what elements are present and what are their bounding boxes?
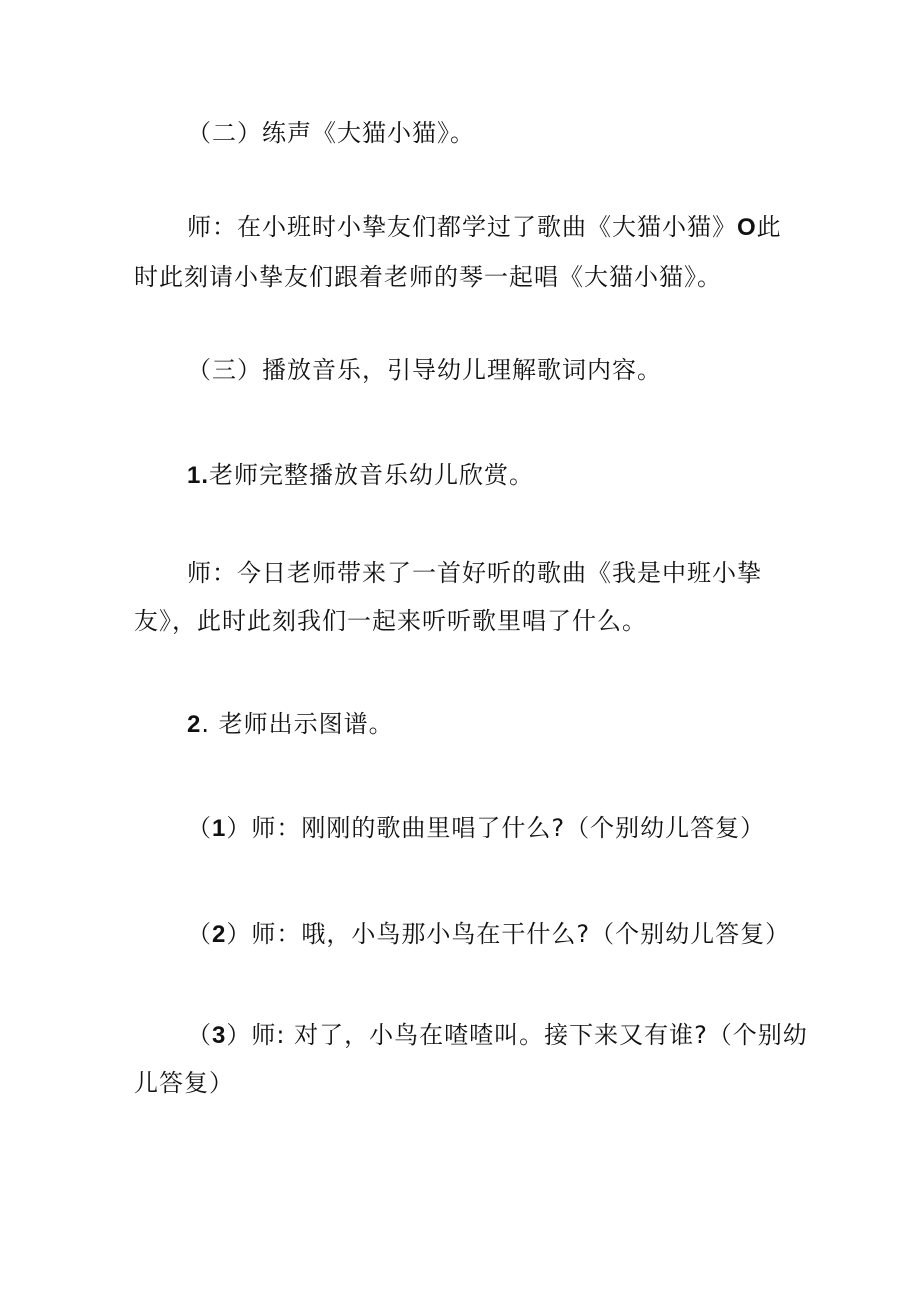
line-text: ）师：哦，小鸟那小鸟在干什么?（个别幼儿答复） — [226, 920, 791, 948]
paragraph-line — [134, 1068, 234, 1098]
sub-item-3 — [187, 1020, 808, 1051]
paren-open: （ — [187, 920, 212, 948]
line-text: ）师：刚刚的歌曲里唱了什么?（个别幼儿答复） — [226, 814, 766, 842]
line-text: 时此刻请小挚友们跟着老师的琴一起唱《大猫小猫》。 — [134, 263, 722, 291]
sub-item-1 — [187, 813, 765, 844]
line-text: 师：今日老师带来了一首好听的歌曲《我是中班小挚 — [187, 559, 762, 587]
item-number: 2 — [212, 921, 227, 948]
paren-open: （ — [187, 1021, 212, 1049]
paragraph-line — [187, 558, 762, 588]
numbered-item-1 — [187, 460, 534, 491]
line-text: （二）练声《大猫小猫》。 — [187, 119, 475, 147]
item-number: 3 — [212, 1022, 227, 1049]
section-heading-2 — [187, 118, 475, 148]
paren-open: （ — [187, 814, 212, 842]
item-number: 2 — [187, 711, 202, 738]
paragraph-line — [134, 606, 647, 636]
line-bold-text: O — [737, 214, 757, 241]
paragraph-line — [134, 262, 722, 292]
item-number: 1 — [212, 815, 227, 842]
numbered-item-2 — [187, 709, 394, 740]
line-text: 老师完整播放音乐幼儿欣赏。 — [209, 461, 535, 489]
line-text: （三）播放音乐，引导幼儿理解歌词内容。 — [187, 356, 662, 384]
sub-item-2 — [187, 919, 790, 950]
line-text: 友》，此时此刻我们一起来听听歌里唱了什么。 — [134, 607, 647, 635]
line-text: . 老师出示图谱。 — [201, 710, 394, 738]
line-text: ）师: 对了，小鸟在喳喳叫。接下来又有谁?（个别幼 — [226, 1021, 808, 1049]
section-heading-3 — [187, 355, 662, 385]
line-text: 儿答复） — [134, 1069, 234, 1097]
line-text: 师：在小班时小挚友们都学过了歌曲《大猫小猫》 — [187, 213, 737, 241]
line-text-suffix: 此 — [756, 213, 782, 241]
item-number: 1. — [187, 462, 210, 489]
paragraph-line — [187, 212, 782, 243]
